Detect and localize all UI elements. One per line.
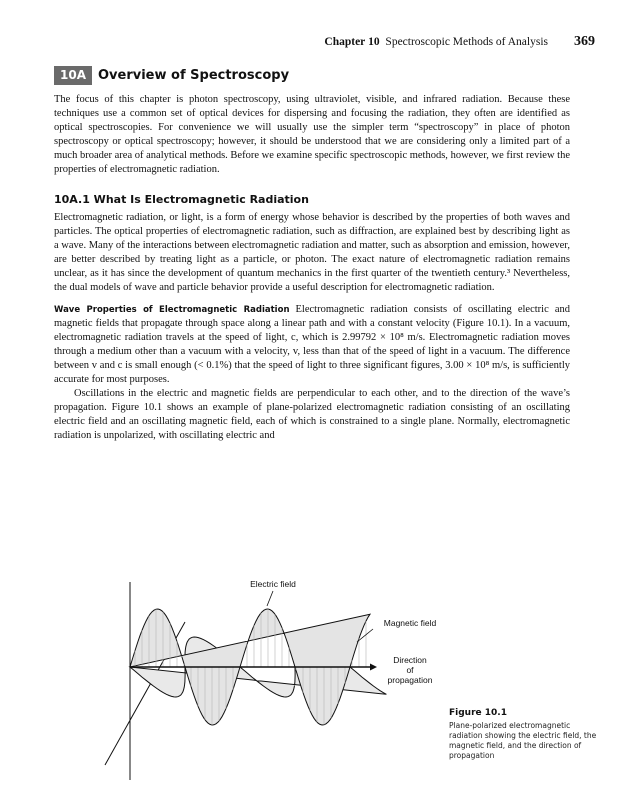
magnetic-field-label: Magnetic field	[383, 618, 437, 628]
figure-caption-title: Figure 10.1	[449, 708, 507, 718]
runin-heading: Wave Properties of Electromagnetic Radiation	[54, 305, 290, 315]
running-header	[0, 36, 640, 56]
page-body	[54, 66, 570, 443]
paragraph-oscillations: Oscillations in the electric and magnetic fields are perpendicular to each other, and to the direction of the wave’s propagation. Figure 10.1 shows an example of plane-polarized electromagnetic radiation consisting of an oscillating electric field and an oscillating magnetic field, each of which is constrained to a single plane. Normally, electromagnetic radiation is unpolarized, with oscillating electric and	[54, 388, 570, 441]
figure-em-wave	[105, 570, 441, 785]
intro-paragraph: The focus of this chapter is photon spectroscopy, using ultraviolet, visible, and infrared radiation. Because these techniques use a common set of optical devices for dispersing and focusing the radiation, they often are identified as optical spectroscopies. For convenience we will usually use the simpler term “spectroscopy” in place of photon spectroscopy or optical spectroscopy; however, it should be understood that we are considering only a limited part of a much broader area of analytical methods. Before we examine specific spectroscopic methods, however, we first review the properties of electromagnetic radiation.	[54, 94, 570, 175]
page-number: 369	[574, 34, 595, 49]
figure-caption	[449, 708, 599, 761]
em-wave-diagram	[105, 570, 441, 785]
direction-label-line3: propagation	[387, 675, 433, 685]
wave-properties-text: Electromagnetic radiation consists of oscillating electric and magnetic fields that propagate through space along a linear path and with a constant velocity (Figure 10.1). In a vacuum, electromagnetic radiation travels at the speed of light, c, which is 2.99792 × 10⁸ m/s. Electromagnetic radiation moves through a medium other than a vacuum with a velocity, v, less than that of the speed of light in a vacuum. The difference between v and c is small enough (< 0.1%) that the speed of light to three significant figures, 3.00 × 10⁸ m/s, is sufficiently accurate for most purposes.	[54, 304, 570, 385]
section-heading	[54, 66, 570, 85]
electric-field-label: Electric field	[250, 579, 296, 589]
chapter-title: Spectroscopic Methods of Analysis	[385, 36, 548, 48]
electric-leader-line	[267, 591, 273, 606]
running-title	[324, 36, 548, 48]
direction-label-line1: Direction	[393, 655, 427, 665]
direction-label-line2: of	[406, 665, 414, 675]
section-badge: 10A	[54, 66, 92, 85]
figure-caption-text: Plane-polarized electromagnetic radiation showing the electric field, the magnetic field, and the direction of propagation	[449, 721, 597, 760]
paragraph-wave-properties	[54, 303, 570, 387]
chapter-label: Chapter	[324, 36, 366, 48]
subsection-heading: 10A.1 What Is Electromagnetic Radiation	[54, 193, 309, 206]
paragraph-light-nature: Electromagnetic radiation, or light, is a form of energy whose behavior is described by the properties of both waves and particles. The optical properties of electromagnetic radiation, such as diffraction, are explained best by describing light as a wave. Many of the interactions between electromagnetic radiation and matter, such as absorption and emission, however, are better described by treating light as a particle, or photon. The exact nature of electromagnetic radiation remains unclear, as it has since the development of quantum mechanics in the first quarter of the twentieth century.³ Nevertheless, the dual models of wave and particle behavior provide a useful description for electromagnetic radiation.	[54, 212, 570, 293]
chapter-number: 10	[368, 36, 380, 48]
section-title: Overview of Spectroscopy	[98, 68, 290, 83]
propagation-arrow	[370, 664, 377, 671]
